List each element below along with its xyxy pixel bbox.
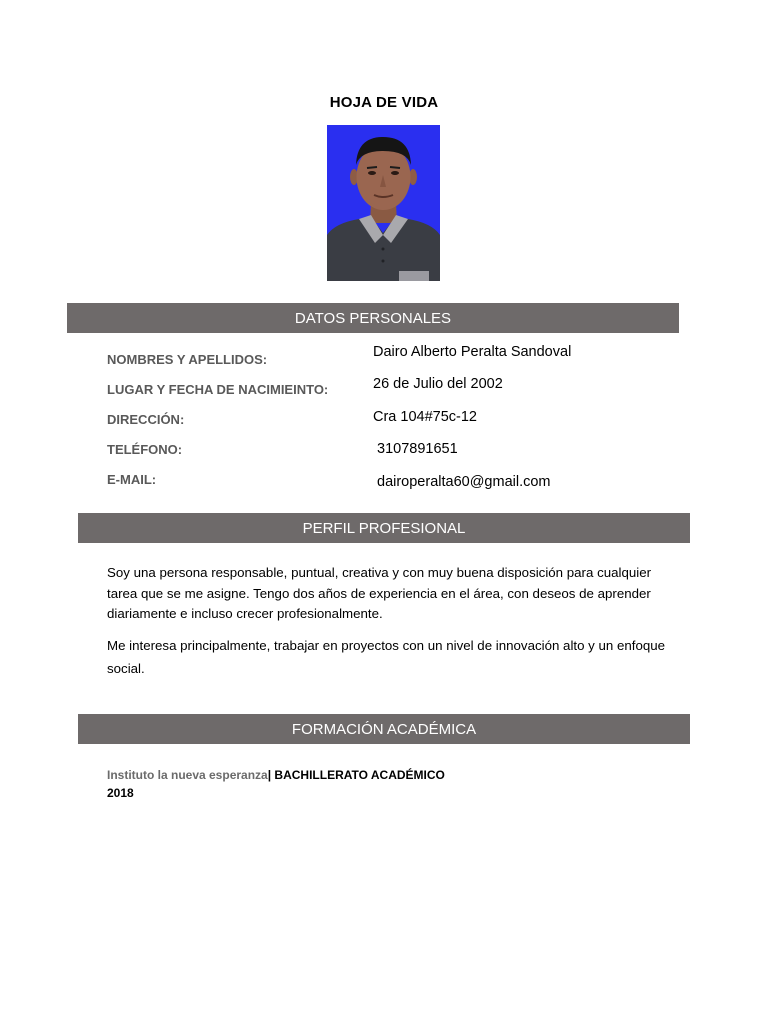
- label-telefono: TELÉFONO:: [107, 442, 183, 457]
- education-separator: |: [267, 768, 272, 782]
- document-title: HOJA DE VIDA: [329, 94, 439, 111]
- profile-photo: [327, 125, 440, 281]
- label-email: E-MAIL:: [107, 472, 157, 487]
- label-direccion: DIRECCIÓN:: [107, 412, 185, 427]
- section-header-perfil-profesional: PERFIL PROFESIONAL: [78, 513, 690, 543]
- profile-paragraph-2: Me interesa principalmente, trabajar en proyectos con un nivel de innovación alto y un enfoque social.: [107, 638, 666, 676]
- value-telefono: 3107891651: [377, 441, 458, 457]
- education-institution: Instituto la nueva esperanza: [107, 768, 268, 782]
- value-lugar-fecha-nacimiento: 26 de Julio del 2002: [373, 376, 503, 392]
- label-lugar-fecha-nacimiento: LUGAR Y FECHA DE NACIMIEINTO:: [107, 382, 329, 397]
- education-year: 2018: [107, 786, 134, 800]
- value-direccion: Cra 104#75c-12: [373, 409, 477, 425]
- profile-paragraph-1: Soy una persona responsable, puntual, creativa y con muy buena disposición para cualquier tarea que se me asigne. Tengo dos años de experiencia en el área, con deseos de aprender diariamente e incluso crecer profesionalmente.: [107, 565, 652, 621]
- label-nombres: NOMBRES Y APELLIDOS:: [107, 352, 268, 367]
- education-degree: BACHILLERATO ACADÉMICO: [274, 768, 445, 782]
- value-nombres: Dairo Alberto Peralta Sandoval: [373, 344, 572, 360]
- section-header-formacion-academica: FORMACIÓN ACADÉMICA: [78, 714, 690, 744]
- section-header-datos-personales: DATOS PERSONALES: [67, 303, 679, 333]
- education-entry: [107, 768, 445, 782]
- value-email: dairoperalta60@gmail.com: [377, 474, 551, 490]
